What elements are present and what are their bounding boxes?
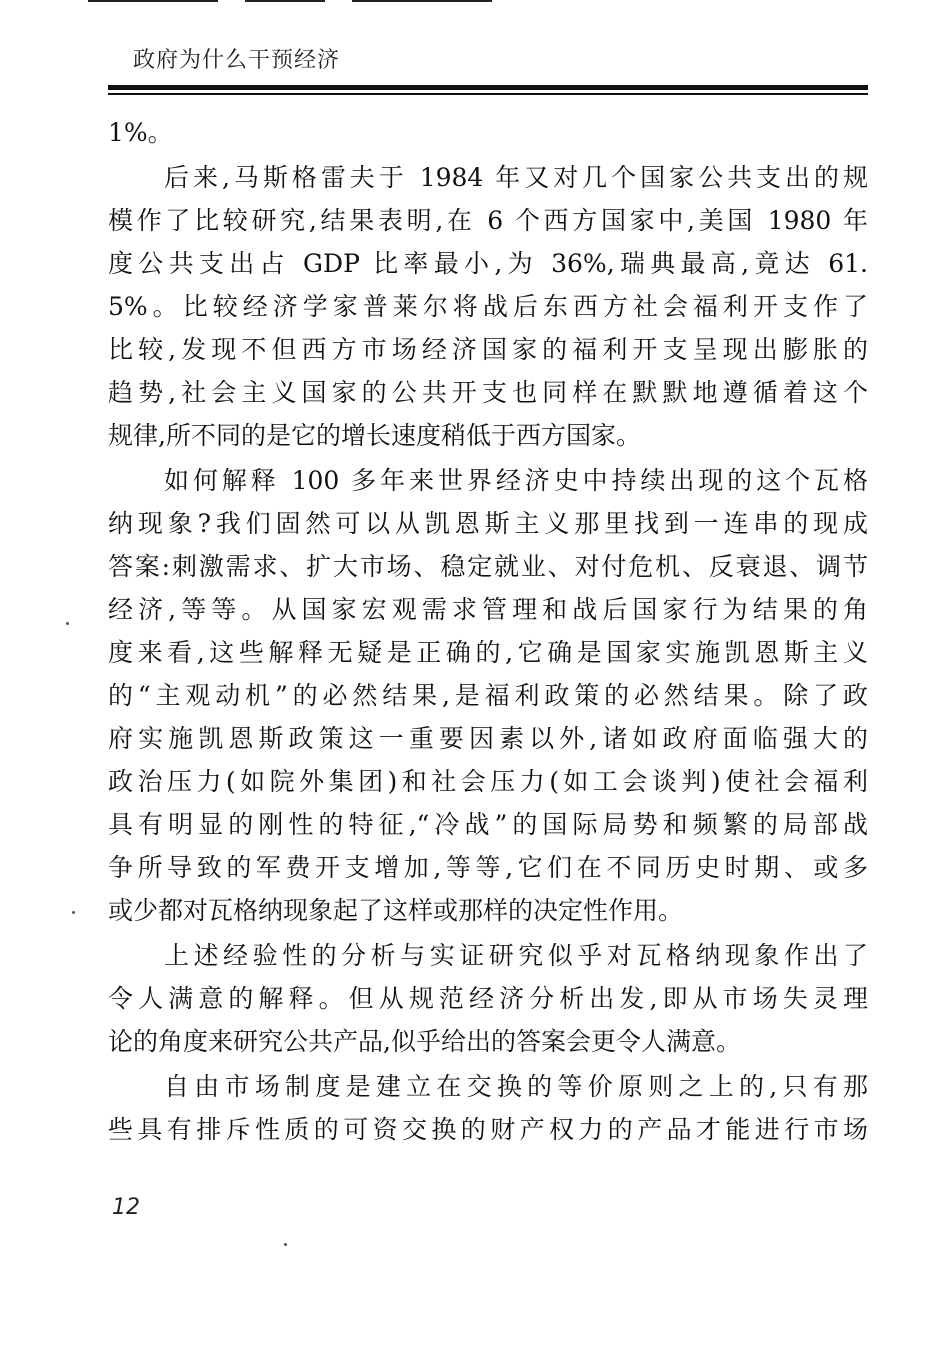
text-line: 5%。比较经济学家普莱尔将战后东西方社会福利开支作了: [108, 292, 868, 321]
text-line: 的“主观动机”的必然结果,是福利政策的必然结果。除了政: [108, 681, 868, 710]
text-line: 令人满意的解释。但从规范经济分析出发,即从市场失灵理: [108, 984, 868, 1013]
text-line: 上述经验性的分析与实证研究似乎对瓦格纳现象作出了: [164, 941, 868, 970]
text-line: 自由市场制度是建立在交换的等价原则之上的,只有那: [164, 1072, 868, 1101]
header-rule-thick: [108, 85, 868, 90]
text-line: 答案:刺激需求、扩大市场、稳定就业、对付危机、反衰退、调节: [108, 552, 868, 581]
body-text: [108, 111, 868, 1151]
text-line: 些具有排斥性质的可资交换的财产权力的产品才能进行市场: [108, 1115, 868, 1144]
header-rule-thin: [108, 93, 868, 95]
scan-speck: [66, 622, 69, 625]
text-line: 模作了比较研究,结果表明,在 6 个西方国家中,美国 1980 年: [108, 206, 868, 235]
text-line: 比较,发现不但西方市场经济国家的福利开支呈现出膨胀的: [108, 335, 868, 364]
text-line: 争所导致的军费开支增加,等等,它们在不同历史时期、或多: [108, 853, 868, 882]
text-line: 趋势,社会主义国家的公共开支也同样在默默地遵循着这个: [108, 378, 868, 407]
scan-speck: [284, 1243, 287, 1246]
running-head: 政府为什么干预经济: [133, 48, 341, 73]
text-line: 具有明显的刚性的特征,“冷战”的国际局势和频繁的局部战: [108, 810, 868, 839]
text-line: 或少都对瓦格纳现象起了这样或那样的决定性作用。: [108, 896, 684, 925]
text-line: 1%。: [108, 118, 173, 147]
page-number: 12: [112, 1195, 140, 1220]
text-line: 纳现象?我们固然可以从凯恩斯主义那里找到一连串的现成: [108, 509, 868, 538]
text-line: 度公共支出占 GDP 比率最小,为 36%,瑞典最高,竟达 61.: [108, 249, 868, 278]
text-line: 经济,等等。从国家宏观需求管理和战后国家行为结果的角: [108, 595, 868, 624]
text-line: 论的角度来研究公共产品,似乎给出的答案会更令人满意。: [108, 1027, 741, 1056]
text-line: 度来看,这些解释无疑是正确的,它确是国家实施凯恩斯主义: [108, 638, 868, 667]
text-line: 规律,所不同的是它的增长速度稍低于西方国家。: [108, 421, 641, 450]
text-line: 后来,马斯格雷夫于 1984 年又对几个国家公共支出的规: [164, 163, 868, 192]
text-line: 府实施凯恩斯政策这一重要因素以外,诸如政府面临强大的: [108, 724, 868, 753]
text-line: 政治压力(如院外集团)和社会压力(如工会谈判)使社会福利: [108, 767, 868, 796]
text-line: 如何解释 100 多年来世界经济史中持续出现的这个瓦格: [164, 466, 868, 495]
scan-speck: [72, 911, 75, 914]
